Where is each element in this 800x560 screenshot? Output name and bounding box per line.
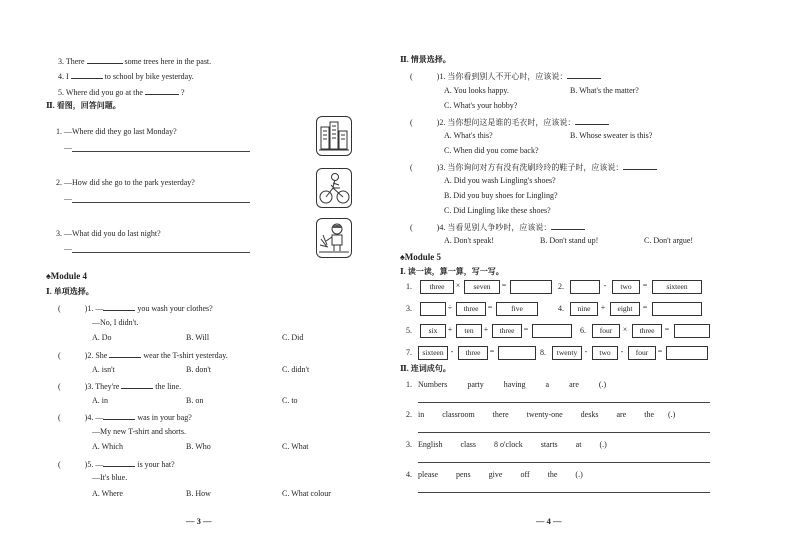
answer-line[interactable]	[72, 202, 250, 203]
picture-question-1: 1. —Where did they go last Monday?	[56, 127, 177, 136]
option-c[interactable]: C. Did	[282, 333, 304, 342]
math-operator: -	[603, 281, 607, 290]
child-cleaning-icon	[316, 218, 352, 258]
mc-question-4: ( )4. — was in your bag?	[58, 413, 192, 422]
math-operator: =	[523, 325, 529, 334]
math-word-box: sixteen	[418, 346, 448, 360]
picture-question-3: 3. —What did you do last night?	[56, 229, 161, 238]
module-4-title: ♠Module 4	[46, 271, 88, 281]
answer-line[interactable]	[418, 432, 710, 433]
section-title-sentences: Ⅱ. 连词成句。	[400, 364, 451, 373]
math-num-6: 6.	[580, 326, 586, 335]
math-operator: =	[487, 303, 493, 312]
answer-blank[interactable]	[145, 86, 179, 95]
situation-question-1: ( )1. 当你看到别人不开心时，应该说：	[410, 70, 601, 82]
math-operator: ×	[455, 281, 461, 290]
section-title-situations: Ⅱ. 情景选择。	[400, 55, 451, 64]
math-word-box: four	[592, 324, 620, 338]
math-answer-box[interactable]	[532, 324, 572, 338]
math-answer-box[interactable]	[666, 346, 708, 360]
math-operator: -	[450, 347, 454, 356]
math-word-box: three	[456, 302, 486, 316]
math-word-box: three	[420, 280, 454, 294]
math-answer-box[interactable]	[420, 302, 446, 316]
math-operator: -	[584, 347, 588, 356]
math-word-box: ten	[456, 324, 482, 338]
math-operator: =	[501, 281, 507, 290]
mc-reply-4: —My new T-shirt and shorts.	[92, 427, 186, 436]
answer-blank[interactable]	[71, 70, 103, 79]
math-word-box: three	[458, 346, 488, 360]
math-operator: -	[620, 347, 624, 356]
fill-item-5: 5. Where did you go at the ?	[58, 88, 185, 97]
math-operator: =	[657, 347, 663, 356]
math-word-box: sixteen	[652, 280, 702, 294]
math-operator: =	[642, 281, 648, 290]
answer-line[interactable]	[418, 462, 710, 463]
option-b[interactable]: B. Did you buy shoes for Lingling?	[444, 191, 558, 200]
mc-reply-5: —It's blue.	[92, 473, 128, 482]
sentence-4: 4. please pens give off the (.)	[406, 470, 583, 479]
math-word-box: seven	[464, 280, 500, 294]
mc-question-1: ( )1. — you wash your clothes?	[58, 304, 213, 313]
answer-line[interactable]	[418, 492, 710, 493]
option-c[interactable]: C. When did you come back?	[444, 146, 539, 155]
answer-blank[interactable]	[567, 70, 601, 79]
bicycle-rider-icon	[316, 168, 352, 208]
math-answer-box[interactable]	[498, 346, 536, 360]
answer-line[interactable]	[72, 151, 250, 152]
option-b[interactable]: B. don't	[186, 365, 211, 374]
picture-question-2: 2. —How did she go to the park yesterday?	[56, 178, 195, 187]
math-operator: ÷	[447, 303, 453, 312]
option-c[interactable]: C. What colour	[282, 489, 331, 498]
option-a[interactable]: A. You looks happy.	[444, 86, 509, 95]
math-num-7: 7.	[406, 348, 412, 357]
page-number: — 4 —	[536, 516, 562, 526]
section-title-look-answer: Ⅱ. 看图，回答问题。	[46, 101, 121, 110]
option-a[interactable]: A. What's this?	[444, 131, 493, 140]
mc-reply-1: —No, I didn't.	[92, 318, 139, 327]
answer-dash: —	[64, 244, 72, 253]
math-num-5: 5.	[406, 326, 412, 335]
sentence-3: 3. English class 8 o'clock starts at (.)	[406, 440, 607, 449]
sentence-1: 1. Numbers party having a are (.)	[406, 380, 607, 389]
option-c[interactable]: C. What's your hobby?	[444, 101, 518, 110]
option-a[interactable]: A. Where	[92, 489, 123, 498]
answer-blank[interactable]	[623, 161, 657, 170]
math-num-2: 2.	[558, 282, 564, 291]
option-a[interactable]: A. in	[92, 396, 108, 405]
math-operator: =	[489, 347, 495, 356]
math-word-box: twenty	[552, 346, 582, 360]
option-b[interactable]: B. Don't stand up!	[540, 236, 599, 245]
fill-item-4: 4. I to school by bike yesterday.	[58, 72, 194, 81]
option-a[interactable]: A. Do	[92, 333, 112, 342]
math-num-3: 3.	[406, 304, 412, 313]
math-num-1: 1.	[406, 282, 412, 291]
page-number: — 3 —	[186, 516, 212, 526]
situation-question-3: ( )3. 当你询问对方有没有洗刷玲玲的鞋子时，应该说：	[410, 161, 657, 173]
section-title-single-choice: Ⅰ. 单项选择。	[46, 287, 94, 296]
answer-blank[interactable]	[109, 349, 141, 358]
math-word-box: three	[492, 324, 522, 338]
answer-dash: —	[64, 194, 72, 203]
option-a[interactable]: A. isn't	[92, 365, 115, 374]
fill-item-3: 3. There some trees here in the past.	[58, 57, 212, 66]
math-operator: +	[483, 325, 489, 334]
answer-blank[interactable]	[551, 221, 585, 230]
mc-question-5: ( )5. — is your hat?	[58, 460, 175, 469]
math-word-box: two	[612, 280, 640, 294]
right-page	[400, 0, 800, 560]
option-b[interactable]: B. Who	[186, 442, 211, 451]
option-a[interactable]: A. Did you wash Lingling's shoes?	[444, 176, 556, 185]
math-operator: ×	[622, 325, 628, 334]
option-c[interactable]: C. Don't argue!	[644, 236, 694, 245]
option-b[interactable]: B. Will	[186, 333, 210, 342]
math-word-box: eight	[610, 302, 640, 316]
option-b[interactable]: B. on	[186, 396, 204, 405]
math-word-box: two	[592, 346, 618, 360]
option-b[interactable]: B. Whose sweater is this?	[570, 131, 653, 140]
sentence-2: 2. in classroom there twenty-one desks are the (.)	[406, 410, 676, 419]
answer-blank[interactable]	[121, 380, 153, 389]
option-a[interactable]: A. Don't speak!	[444, 236, 495, 245]
answer-blank[interactable]	[575, 116, 609, 125]
mc-question-2: ( )2. She wear the T-shirt yesterday.	[58, 351, 228, 360]
math-word-box: six	[420, 324, 446, 338]
mc-question-3: ( )3. They're the line.	[58, 382, 182, 391]
math-operator: +	[600, 303, 606, 312]
math-num-4: 4.	[558, 304, 564, 313]
option-c[interactable]: C. didn't	[282, 365, 310, 374]
answer-blank[interactable]	[87, 55, 123, 64]
math-word-box: three	[632, 324, 662, 338]
section-title-calc: Ⅰ. 读一读，算一算，写一写。	[400, 267, 504, 276]
option-c[interactable]: C. What	[282, 442, 309, 451]
option-c[interactable]: C. Did Lingling like these shoes?	[444, 206, 551, 215]
math-operator: =	[642, 303, 648, 312]
option-a[interactable]: A. Which	[92, 442, 123, 451]
situation-question-2: ( )2. 当你想问这是谁的毛衣时，应该说：	[410, 116, 609, 128]
option-c[interactable]: C. to	[282, 396, 298, 405]
module-5-title: ♠Module 5	[400, 252, 442, 262]
answer-line[interactable]	[72, 252, 250, 253]
math-word-box: five	[496, 302, 538, 316]
answer-blank[interactable]	[103, 458, 135, 467]
math-operator: +	[447, 325, 453, 334]
situation-question-4: ( )4. 当看见别人争吵时，应该说：	[410, 221, 585, 233]
buildings-icon	[316, 116, 352, 156]
answer-dash: —	[64, 143, 72, 152]
math-num-8: 8.	[540, 348, 546, 357]
answer-blank[interactable]	[103, 411, 135, 420]
math-answer-box[interactable]	[674, 324, 710, 338]
option-b[interactable]: B. How	[186, 489, 211, 498]
math-word-box: nine	[570, 302, 598, 316]
math-answer-box[interactable]	[570, 280, 600, 294]
answer-blank[interactable]	[103, 302, 135, 311]
option-b[interactable]: B. What's the matter?	[570, 86, 639, 95]
math-answer-box[interactable]	[510, 280, 552, 294]
math-operator: =	[664, 325, 670, 334]
answer-line[interactable]	[418, 402, 710, 403]
math-word-box: four	[628, 346, 656, 360]
math-answer-box[interactable]	[652, 302, 702, 316]
